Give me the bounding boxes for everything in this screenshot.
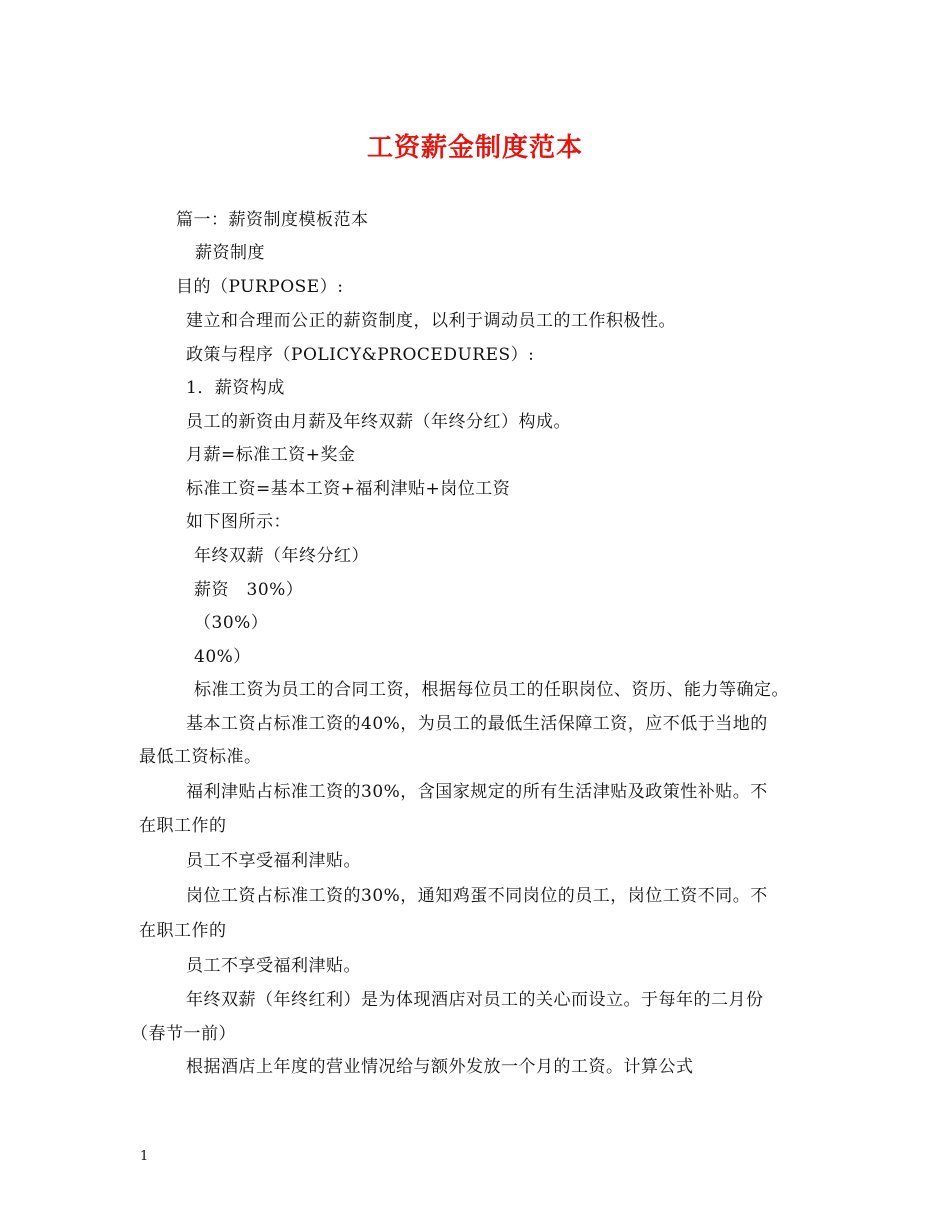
body-line: 福利津贴占标准工资的30%，含国家规定的所有生活津贴及政策性补贴。不: [186, 782, 768, 802]
body-line: 根据酒店上年度的营业情况给与额外发放一个月的工资。计算公式: [186, 1057, 694, 1077]
body-line: 1．薪资构成: [186, 378, 285, 398]
body-line: 员工不享受福利津贴。: [186, 956, 361, 976]
body-line: 员工的新资由月薪及年终双薪（年终分红）构成。: [186, 412, 571, 432]
body-line: 岗位工资占标准工资的30%，通知鸡蛋不同岗位的员工，岗位工资不同。不: [186, 886, 768, 906]
body-line: 基本工资占标准工资的40%，为员工的最低生活保障工资，应不低于当地的: [186, 714, 768, 734]
page-number: 1: [140, 1149, 149, 1164]
body-line: 在职工作的: [139, 816, 227, 836]
body-line: 标准工资=基本工资+福利津贴+岗位工资: [186, 479, 511, 499]
body-line: 月薪=标准工资+奖金: [186, 445, 356, 465]
body-line: （30%）: [194, 613, 269, 633]
body-line: 40%）: [194, 647, 251, 667]
body-line: 建立和合理而公正的薪资制度，以利于调动员工的工作积极性。: [186, 311, 676, 331]
body-line: （春节一前）: [131, 1024, 236, 1044]
body-line: 年终双薪（年终红利）是为体现酒店对员工的关心而设立。于每年的二月份: [186, 990, 764, 1010]
page-title: 工资薪金制度范本: [366, 133, 583, 163]
body-line: 篇一：薪资制度模板范本: [176, 210, 369, 230]
body-line: 在职工作的: [139, 921, 227, 941]
body-line: 最低工资标准。: [139, 747, 262, 767]
body-line: 薪资制度: [195, 243, 265, 263]
body-line: 标准工资为员工的合同工资，根据每位员工的任职岗位、资历、能力等确定。: [194, 680, 789, 700]
body-line: 目的（PURPOSE）:: [176, 277, 344, 297]
body-line: 如下图所示：: [186, 512, 291, 532]
body-line: 员工不享受福利津贴。: [186, 851, 361, 871]
body-line: 政策与程序（POLICY&PROCEDURES）:: [186, 345, 535, 365]
body-line: 薪资 30%）: [194, 580, 304, 600]
body-line: 年终双薪（年终分红）: [194, 546, 369, 566]
